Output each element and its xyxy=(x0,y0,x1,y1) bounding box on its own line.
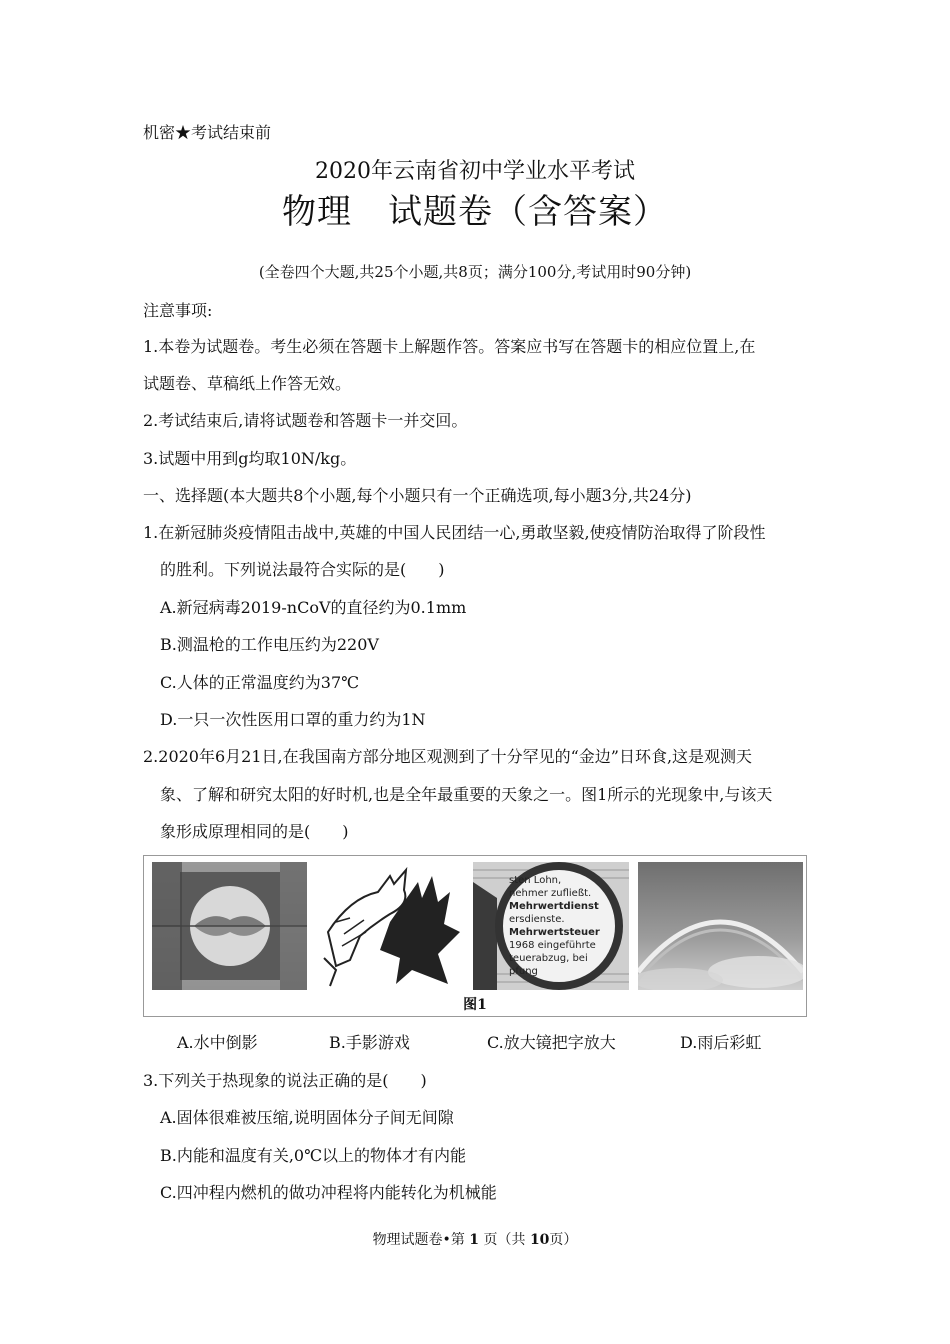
q2-option-a: A.水中倒影 xyxy=(177,1033,258,1052)
q1-stem-line1: 1.在新冠肺炎疫情阻击战中,英雄的中国人民团结一心,勇敢坚毅,使疫情防治取得了阶段性 xyxy=(143,523,766,542)
q1-option-b: B.测温枪的工作电压约为220V xyxy=(160,635,379,654)
notice-item-3: 3.试题中用到g均取10N/kg。 xyxy=(143,449,357,468)
secret-mark: 机密★考试结束前 xyxy=(143,123,272,142)
exam-title xyxy=(0,190,950,234)
magnifier-text-line: nehmer zufließt. xyxy=(509,888,592,899)
exam-meta: (全卷四个大题,共25个小题,共8页；满分100分,考试用时90分钟) xyxy=(258,263,692,281)
rainbow-image xyxy=(638,862,803,990)
footer-suffix: 页） xyxy=(549,1232,578,1248)
q1-option-c: C.人体的正常温度约为37℃ xyxy=(160,673,360,692)
magnifier-text-line: teuerabzug, bei xyxy=(509,953,588,964)
section-1-heading: 一、选择题(本大题共8个小题,每个小题只有一个正确选项,每小题3分,共24分) xyxy=(143,486,692,505)
bridge-reflection-image xyxy=(152,862,307,990)
magnifier-lens-text xyxy=(509,874,619,978)
page-footer xyxy=(0,1231,950,1249)
q2-option-c: C.放大镜把字放大 xyxy=(487,1033,616,1052)
footer-page-number: 1 xyxy=(469,1232,480,1248)
magnifier-text-line: pfung xyxy=(509,966,538,977)
q3-option-a: A.固体很难被压缩,说明固体分子间无间隙 xyxy=(160,1108,454,1127)
q3-stem: 3.下列关于热现象的说法正确的是( ) xyxy=(143,1071,427,1090)
footer-prefix: 物理试题卷•第 xyxy=(372,1232,465,1248)
exam-subtitle: 2020年云南省初中学业水平考试 xyxy=(315,159,635,184)
exam-title-paper: 试题卷（含答案） xyxy=(388,192,668,232)
notice-item-1-line2: 试题卷、草稿纸上作答无效。 xyxy=(143,374,352,393)
q2-option-b: B.手影游戏 xyxy=(329,1033,410,1052)
hand-shadow-image xyxy=(320,862,468,990)
figure-1 xyxy=(143,855,807,1017)
figure-panel-reflection xyxy=(152,862,307,990)
notice-item-1-line1: 1.本卷为试题卷。考生必须在答题卡上解题作答。答案应书写在答题卡的相应位置上,在 xyxy=(143,337,756,356)
q1-option-a: A.新冠病毒2019-nCoV的直径约为0.1mm xyxy=(160,598,467,617)
footer-total-pages: 10 xyxy=(529,1232,550,1248)
notice-heading: 注意事项: xyxy=(143,301,213,320)
notice-item-2: 2.考试结束后,请将试题卷和答题卡一并交回。 xyxy=(143,411,468,430)
figure-panel-magnifier xyxy=(473,862,629,990)
exam-title-subject: 物理 xyxy=(282,192,352,232)
magnifier-text-line: sten Lohn, xyxy=(509,875,562,886)
q2-stem-line2: 象、了解和研究太阳的好时机,也是全年最重要的天象之一。图1所示的光现象中,与该天 xyxy=(160,785,773,804)
figure-panel-rainbow xyxy=(638,862,803,990)
figure-panel-hand-shadow xyxy=(320,862,468,990)
q1-stem-line2: 的胜利。下列说法最符合实际的是( ) xyxy=(160,560,445,579)
magnifier-text-line: 1968 eingeführte xyxy=(509,940,596,951)
footer-middle: 页（共 xyxy=(483,1232,526,1248)
magnifier-text-line: Mehrwertsteuer xyxy=(509,927,600,938)
q3-option-b: B.内能和温度有关,0℃以上的物体才有内能 xyxy=(160,1146,467,1165)
q2-option-d: D.雨后彩虹 xyxy=(680,1033,762,1052)
q3-option-c: C.四冲程内燃机的做功冲程将内能转化为机械能 xyxy=(160,1183,497,1202)
q2-stem-line3: 象形成原理相同的是( ) xyxy=(160,822,349,841)
q1-option-d: D.一只一次性医用口罩的重力约为1N xyxy=(160,710,426,729)
magnifier-text-line: ersdienste. xyxy=(509,914,565,925)
magnifier-text-line: Mehrwertdienst xyxy=(509,901,599,912)
figure-1-caption: 图1 xyxy=(463,997,487,1013)
q2-stem-line1: 2.2020年6月21日,在我国南方部分地区观测到了十分罕见的“金边”日环食,这是观测天 xyxy=(143,747,753,766)
